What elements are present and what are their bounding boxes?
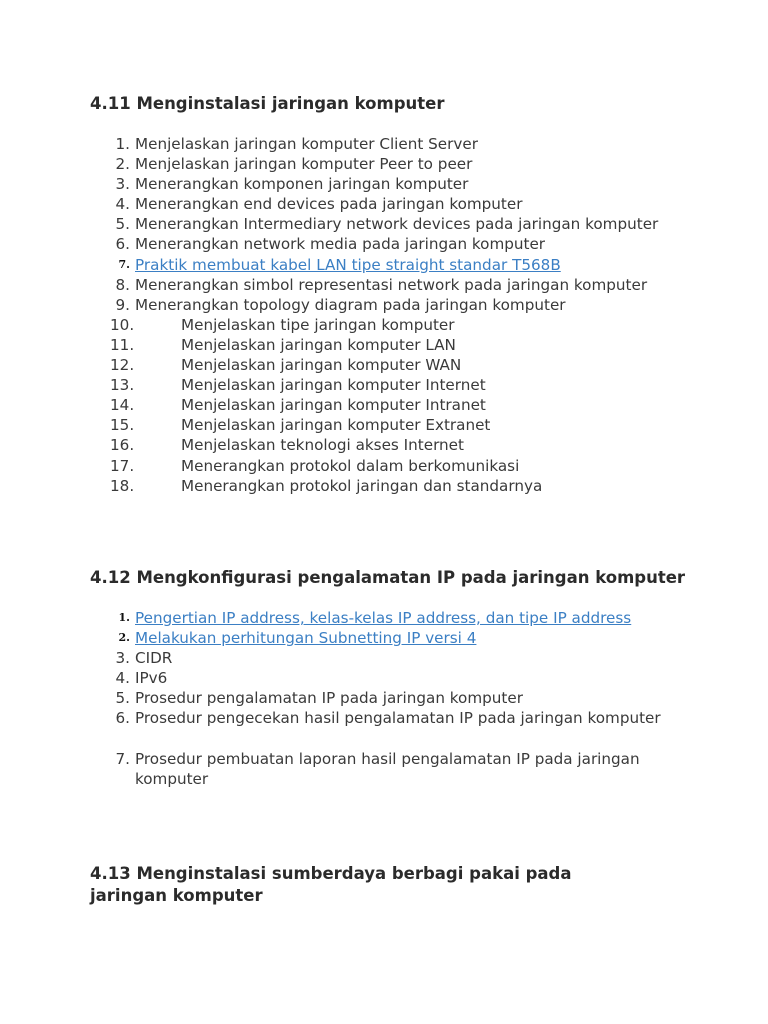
list-item: 13. Menjelaskan jaringan komputer Internet	[110, 376, 486, 395]
list-item: 5. Prosedur pengalamatan IP pada jaringan komputer	[115, 689, 523, 708]
list-item: 4. IPv6	[115, 669, 168, 688]
list-item: 6. Menerangkan network media pada jaringan komputer	[115, 235, 546, 254]
section-4-13	[90, 863, 650, 907]
list-item: 12. Menjelaskan jaringan komputer WAN	[110, 356, 462, 375]
list-item: 2. Menjelaskan jaringan komputer Peer to peer	[115, 155, 473, 174]
section-title: 4.13 Menginstalasi sumberdaya berbagi pakai pada jaringan komputer	[90, 864, 572, 905]
section-4-12-list	[90, 608, 690, 789]
list-item: 4. Menerangkan end devices pada jaringan komputer	[115, 195, 523, 214]
list-item: 3. Menerangkan komponen jaringan komputer	[115, 175, 469, 194]
straight-cable-link[interactable]: Praktik membuat kabel LAN tipe straight standar T568B	[135, 255, 561, 274]
list-item-link: 1. Pengertian IP address, kelas-kelas IP address, dan tipe IP address	[118, 609, 632, 627]
list-item: 6. Prosedur pengecekan hasil pengalamatan IP pada jaringan komputer	[115, 709, 661, 728]
section-title: 4.11 Menginstalasi jaringan komputer	[90, 94, 445, 113]
section-4-11	[90, 93, 690, 496]
list-item: 1. Menjelaskan jaringan komputer Client Server	[115, 135, 478, 153]
list-item: 11. Menjelaskan jaringan komputer LAN	[110, 335, 456, 354]
list-item: 10. Menjelaskan tipe jaringan komputer	[110, 315, 455, 334]
list-item: 17. Menerangkan protokol dalam berkomunikasi	[110, 456, 520, 475]
list-item-link: 2. Melakukan perhitungan Subnetting IP versi 4	[118, 629, 477, 648]
list-item: 18. Menerangkan protokol jaringan dan standarnya	[110, 476, 543, 495]
list-item: 7. Prosedur pembuatan laporan hasil pengalamatan IP pada jaringan komputer	[115, 749, 640, 788]
list-item: 5. Menerangkan Intermediary network devices pada jaringan komputer	[115, 215, 659, 234]
list-item: 3. CIDR	[115, 649, 173, 668]
list-item: 9. Menerangkan topology diagram pada jaringan komputer	[115, 295, 566, 314]
section-4-12	[90, 567, 690, 789]
subnetting-link[interactable]: Melakukan perhitungan Subnetting IP versi 4	[135, 629, 477, 648]
section-title: 4.12 Mengkonfigurasi pengalamatan IP pada jaringan komputer	[90, 568, 686, 587]
list-item: 16. Menjelaskan teknologi akses Internet	[110, 436, 464, 455]
list-item: 15. Menjelaskan jaringan komputer Extranet	[110, 416, 491, 435]
list-item: 14. Menjelaskan jaringan komputer Intranet	[110, 396, 486, 415]
list-item: 8. Menerangkan simbol representasi network pada jaringan komputer	[115, 275, 648, 294]
section-4-11-list	[90, 134, 690, 496]
ip-address-link[interactable]: Pengertian IP address, kelas-kelas IP address, dan tipe IP address	[135, 609, 632, 627]
list-item-link: 7. Praktik membuat kabel LAN tipe straight standar T568B	[118, 255, 561, 274]
